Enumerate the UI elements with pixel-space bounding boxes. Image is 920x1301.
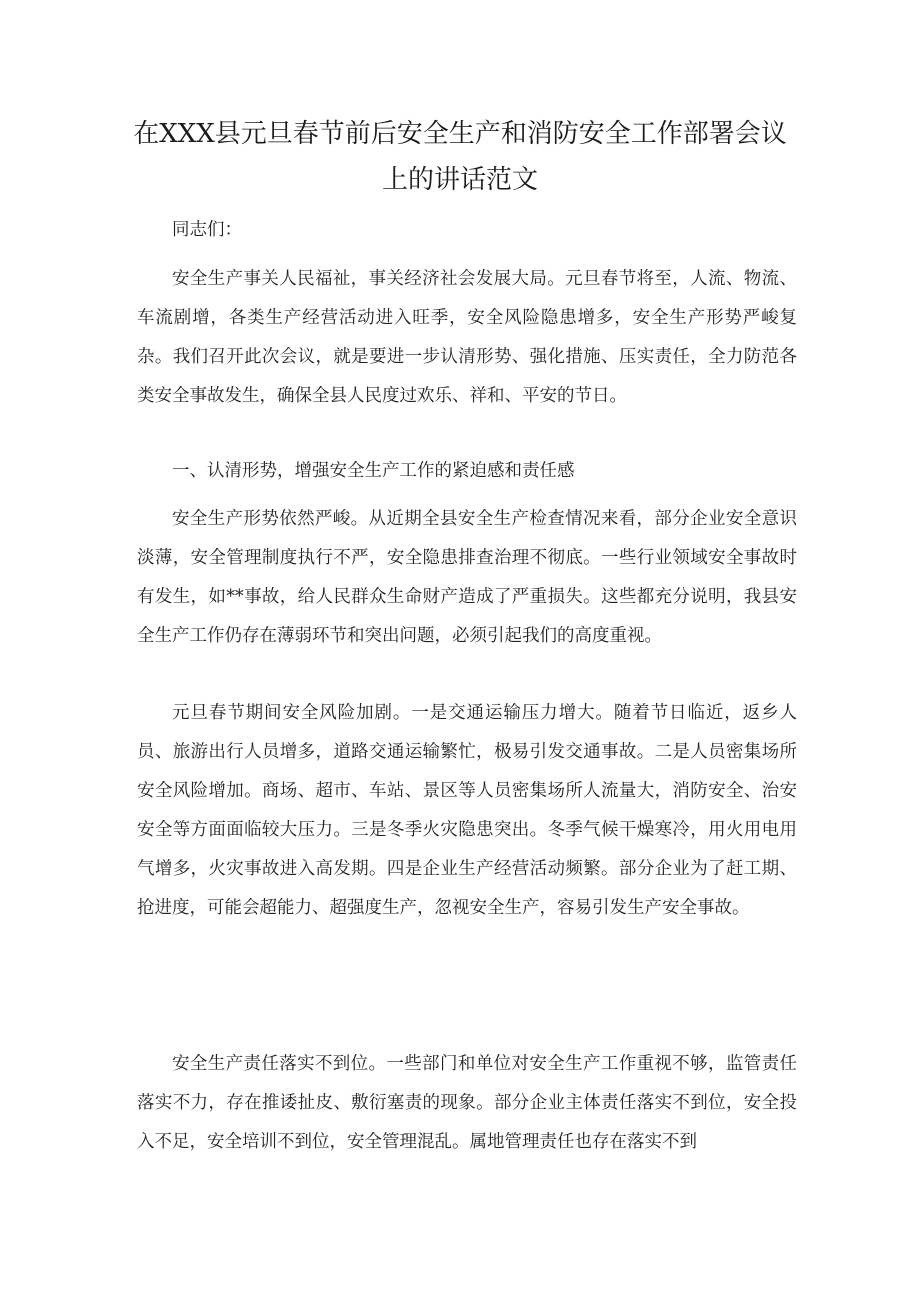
salutation: 同志们： bbox=[172, 220, 242, 240]
document-title-line-2: 上的讲话范文 bbox=[381, 165, 538, 195]
paragraph-responsibility: 安全生产责任落实不到位。一些部门和单位对安全生产工作重视不够，监管责任落实不力，存在推诿扯皮、敷衍塞责的现象。部分企业主体责任落实不到位，安全投入不足，安全培训不到位，安全管理混乱。属地管理责任也存在落实不到 bbox=[137, 1054, 797, 1152]
paragraph-holiday-risks: 元旦春节期间安全风险加剧。一是交通运输压力增大。随着节日临近，返乡人员、旅游出行人员增多，道路交通运输繁忙，极易引发交通事故。二是人员密集场所安全风险增加。商场、超市、车站、景区等人员密集场所人流量大，消防安全、治安安全等方面面临较大压力。三是冬季火灾隐患突出。冬季气候干燥寒冷，用火用电用气增多，火灾事故进入高发期。四是企业生产经营活动频繁。部分企业为了赶工期、抢进度，可能会超能力、超强度生产，忽视安全生产，容易引发生产安全事故。 bbox=[137, 703, 797, 918]
paragraph-situation: 安全生产形势依然严峻。从近期全县安全生产检查情况来看，部分企业安全意识淡薄，安全管理制度执行不严，安全隐患排查治理不彻底。一些行业领域安全事故时有发生，如**事故，给人民群众生命财产造成了严重损失。这些都充分说明，我县安全生产工作仍存在薄弱环节和突出问题，必须引起我们的高度重视。 bbox=[137, 509, 797, 646]
section-heading-1: 一、认清形势，增强安全生产工作的紧迫感和责任感 bbox=[172, 461, 575, 481]
document-title-line-1: 在XXX县元旦春节前后安全生产和消防安全工作部署会议 bbox=[133, 119, 787, 149]
paragraph-intro: 安全生产事关人民福祉，事关经济社会发展大局。元旦春节将至，人流、物流、车流剧增，各类生产经营活动进入旺季，安全风险隐患增多，安全生产形势严峻复杂。我们召开此次会议，就是要进一步认清形势、强化措施、压实责任，全力防范各类安全事故发生，确保全县人民度过欢乐、祥和、平安的节日。 bbox=[137, 269, 797, 406]
